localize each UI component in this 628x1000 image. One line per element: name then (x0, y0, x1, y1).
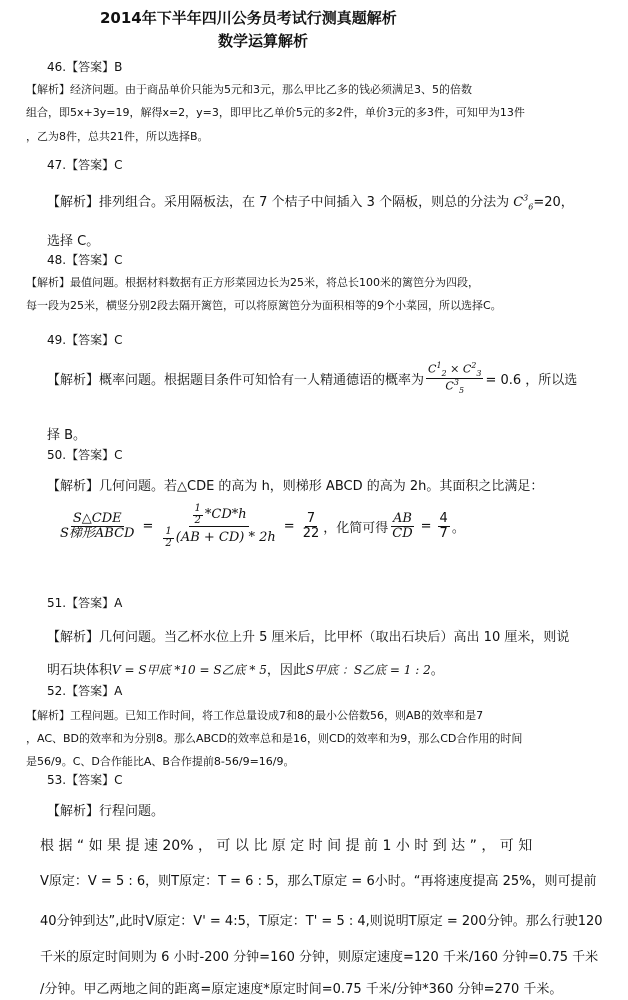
q50-right-fraction: $\frac{7}{22}$ (302, 511, 320, 541)
q51-line2: 明石块体积V = S甲底 *10 = S乙底 * 5，因此S甲底 ：S乙底 = 1 : 2。 (47, 663, 444, 678)
q52-answer: 52.【答案】A (47, 684, 123, 698)
q49-line2: 择 B。 (47, 428, 87, 443)
q48-line2: 每一段为25米，横竖分别2段去隔开篱笆，可以将原篱笆分为面积相等的9个小菜园，所以选择C。 (26, 299, 502, 312)
page-subtitle: 数学运算解析 (218, 32, 309, 50)
q53-line3: V原定：V = 5 : 6，则T原定：T = 6 : 5，那么T原定 = 6小时。“再将速度提高 25%，则可提前 (40, 874, 597, 889)
q51-answer: 51.【答案】A (47, 596, 123, 610)
q53-line6: /分钟。甲乙两地之间的距离=原定速度*原定时间=0.75 千米/分钟*360 分钟=270 千米。 (40, 982, 563, 997)
q47-text-post: =20， (533, 195, 574, 210)
q46-line3: ，乙为8件，总共21件，所以选择B。 (26, 130, 209, 143)
q52-line1: 【解析】工程问题。已知工作时间，将工作总量设成7和8的最小公倍数56，则AB的效率和是7 (26, 709, 484, 722)
q49-line1 (47, 362, 577, 395)
q50-end: 。 (451, 521, 465, 536)
q53-line4: 40分钟到达”,此时V原定：V' = 4:5，T原定：T' = 5 : 4,则说明T原定 = 200分钟。那么行驶120 (40, 914, 603, 929)
q48-line1: 【解析】最值问题。根据材料数据有正方形菜园边长为25米，将总长100米的篱笆分为四段， (26, 276, 479, 289)
q47-line2: 选择 C。 (47, 234, 100, 249)
q53-line2: 根 据 “ 如 果 提 速 20% ， 可 以 比 原 定 时 间 提 前 1 小 时 到 达 ” ， 可 知 (40, 838, 533, 854)
q48-answer: 48.【答案】C (47, 253, 123, 267)
q51-line1: 【解析】几何问题。当乙杯水位上升 5 厘米后，比甲杯（取出石块后）高出 10 厘米，则说 (47, 630, 570, 645)
q47-line1 (47, 191, 574, 212)
q53-line5: 千米的原定时间则为 6 小时-200 分钟=160 分钟，则原定速度=120 千米/160 分钟=0.75 千米 (40, 950, 599, 965)
q47-combination: $C^3_6$ (513, 193, 534, 212)
page-title: 2014年下半年四川公务员考试行测真题解析 (100, 9, 397, 27)
q49-text-post: = 0.6 ，所以选 (485, 373, 578, 389)
q50-ab-cd-fraction: $\frac{AB}{CD}$ (392, 511, 413, 541)
q52-line3: 是56/9。C、D合作能比A、B合作提前8-56/9=16/9。 (26, 755, 295, 768)
q52-line2: ，AC、BD的效率和为分别8。那么ABCD的效率总和是16，则CD的效率和为9，那么CD合作用的时间 (26, 732, 523, 745)
q47-text-pre: 【解析】排列组合。采用隔板法，在 7 个桔子中间插入 3 个隔板，则总的分法为 (47, 195, 514, 210)
q46-answer: 46.【答案】B (47, 60, 123, 74)
q50-answer: 50.【答案】C (47, 448, 123, 462)
q50-simplify-text: ，化简可得 (323, 521, 389, 536)
q47-answer: 47.【答案】C (47, 158, 123, 172)
q49-answer: 49.【答案】C (47, 333, 123, 347)
q46-line1: 【解析】经济问题。由于商品单价只能为5元和3元，那么甲比乙多的钱必须满足3、5的倍数 (26, 83, 472, 96)
q53-line1: 【解析】行程问题。 (47, 804, 165, 819)
q50-four-sevenths: $\frac{4}{7}$ (439, 511, 448, 541)
q50-middle-fraction: $\frac{1}{2}$ *CD*h $\frac{1}{2}$ (AB + CD) * 2h (165, 503, 276, 549)
q53-answer: 53.【答案】C (47, 773, 123, 787)
q49-text-pre: 【解析】概率问题。根据题目条件可知恰有一人精通德语的概率为 (47, 373, 425, 389)
q49-probability-fraction: $\frac{C^1_2 \times C^2_3}{C^3_5}$ (428, 361, 482, 396)
q50-line1: 【解析】几何问题。若△CDE 的高为 h，则梯形 ABCD 的高为 2h。其面积之比满足： (47, 479, 544, 494)
q50-left-fraction: $\frac{\text{S△CDE}}{\text{S梯形ABCD}}$ (60, 511, 135, 541)
q46-line2: 组合，即5x+3y=19，解得x=2，y=3，即甲比乙单价5元的多2件，单价3元的多3件，可知甲为13件 (26, 106, 525, 119)
q50-equation: $\frac{\text{S△CDE}}{\text{S梯形ABCD}}$ = $\frac{1}{2}$ *CD*h $\frac{1}{2}$ (AB + CD) * 2h = $\frac{7}{22}$ ，化简可得 $\frac{AB}{CD}$ = $\frac{4}{7}$ 。 (60, 503, 465, 549)
